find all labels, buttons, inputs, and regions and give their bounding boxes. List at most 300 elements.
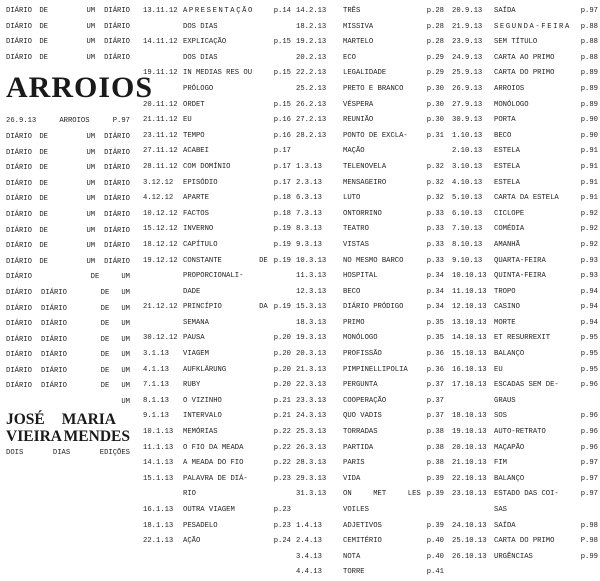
toc-entry [296,487,444,503]
toc-date: 14.1.13 [143,459,174,468]
toc-date: 4.4.13 [296,568,322,577]
diary-word: DE [39,38,48,47]
toc-title: NO MESMO BARCO [343,256,404,265]
toc-date: 15.1.13 [143,474,174,483]
toc-date: 3.12.12 [143,178,174,187]
toc-page: p.29 [426,53,444,62]
diary-word: UM [121,351,130,360]
toc-entry [296,222,444,238]
toc-page: p.28 [426,38,444,47]
diary-word: DIÁRIO [104,148,130,157]
toc-page: p.92 [580,225,598,234]
toc-title: LUTO [343,194,361,203]
toc-title: PRIMO [343,318,365,327]
toc-column-2 [296,4,444,581]
toc-entry [143,503,291,519]
toc-date: 3.10.13 [452,162,483,171]
toc-entry [143,456,291,472]
toc-entry [143,20,291,36]
diary-word: UM [121,382,130,391]
diary-word: DE [39,210,48,219]
toc-title: RUBY [183,381,201,390]
toc-page: p.89 [580,69,598,78]
toc-page: p.20 [273,350,291,359]
toc-entry [452,300,598,316]
toc-title: ESCADAS SEM DE- [494,381,559,390]
toc-page: p.16 [273,131,291,140]
diary-word: UM [86,195,96,204]
toc-page: p.15 [273,100,291,109]
toc-date: 1.10.13 [452,131,483,140]
author-first-names: JOSÉ MARIA [6,410,116,428]
toc-page: p.99 [580,552,598,561]
toc-page: p.20 [273,334,291,343]
toc-entry [143,35,291,51]
toc-date: 23.9.13 [452,38,483,47]
toc-page: p.37 [426,381,444,390]
toc-title: MONÓLOGO [494,100,529,109]
toc-date: 22.2.13 [296,69,327,78]
toc-title: NOTA [343,552,361,561]
toc-title: FIM [494,459,507,468]
diary-row [6,317,130,333]
toc-date: 11.1.13 [143,443,174,452]
toc-date: 28.3.13 [296,459,327,468]
toc-date [452,394,494,410]
toc-date: 15.3.13 [296,303,327,312]
toc-title: CARTA DO PRIMO [494,69,555,78]
diary-word: UM [121,366,130,375]
toc-page: p.22 [273,428,291,437]
toc-date: 24.9.13 [452,53,483,62]
toc-page: p.88 [580,53,598,62]
toc-date: 29.3.13 [296,474,327,483]
toc-entry [296,254,444,270]
toc-page: p.23 [273,474,291,483]
toc-date: 26.9.13 [452,84,483,93]
toc-title: MARTELO [343,38,374,47]
toc-date [143,487,183,503]
toc-date: 25.10.13 [452,537,487,546]
diary-word: DIÁRIO [6,148,32,157]
toc-date: 20.3.13 [296,350,327,359]
toc-title: MAÇÃO [343,147,365,156]
toc-date [143,269,183,285]
entry-title: ARROIOS [59,117,90,126]
toc-page: p.38 [426,459,444,468]
toc-title: MISSIVA [343,22,374,31]
toc-title: MEMÓRIAS [183,428,218,437]
toc-title: MAÇAPÃO [494,443,525,452]
toc-entry [452,503,598,519]
toc-page: p.38 [426,428,444,437]
diary-word: DIÁRIO [6,351,32,360]
toc-date: 4.10.13 [452,178,483,187]
toc-entry [452,550,598,566]
toc-entry [452,331,598,347]
toc-page: p.34 [426,303,444,312]
toc-title: COMÉDIA [494,225,525,234]
toc-date: 26.10.13 [452,552,487,561]
toc-entry [296,300,444,316]
diary-word: UM [86,7,96,15]
toc-entry [296,113,444,129]
toc-page: p.16 [273,116,291,125]
toc-entry [452,238,598,254]
toc-entry [452,207,598,223]
toc-date: 4.1.13 [143,365,169,374]
toc-date: 8.1.13 [143,396,169,405]
toc-title: SAS [494,506,507,514]
toc-date: 27.2.13 [296,116,327,125]
toc-page: p.30 [426,84,444,93]
diary-row [6,348,130,364]
toc-entry [143,534,291,550]
diary-word: DIÁRIO [104,38,130,47]
toc-date: 19.2.13 [296,38,327,47]
toc-date: 19.11.12 [143,69,178,78]
toc-title: SEM TÍTULO [494,38,538,47]
toc-title: AMANHÃ [494,240,520,249]
toc-page: p.34 [426,272,444,281]
diary-word: UM [86,242,96,251]
toc-entry [143,160,291,176]
toc-date: 24.10.13 [452,521,487,530]
toc-date: 15.10.13 [452,350,487,359]
diary-word: DIÁRIO [6,257,32,266]
toc-page: p.23 [273,506,291,514]
toc-title: PERGUNTA [343,381,378,390]
toc-title: ONTORRINO [343,209,382,218]
toc-entry [296,51,444,67]
toc-date [143,20,183,36]
toc-entry [452,363,598,379]
diary-row [6,35,130,51]
toc-title: APRESENTAÇÃO [183,7,254,15]
toc-date: 26.2.13 [296,100,327,109]
toc-page: p.97 [580,490,598,499]
toc-entry [452,113,598,129]
toc-date: 15.12.12 [143,225,178,234]
toc-page: p.35 [426,334,444,343]
diary-row [6,51,130,67]
diary-word: DIÁRIO [104,132,130,141]
toc-title: OUTRA VIAGEM [183,506,235,514]
toc-page: p.31 [426,131,444,140]
toc-entry [452,394,598,410]
toc-entry [296,285,444,301]
toc-page: p.38 [426,443,444,452]
toc-column-3 [452,4,598,565]
toc-date: 20.2.13 [296,53,327,62]
toc-entry [452,441,598,457]
diary-word: DIÁRIO [104,164,130,173]
toc-entry [143,113,291,129]
toc-title: ORDET [183,100,205,109]
toc-title: ACABEI [183,147,209,156]
toc-date: 8.3.13 [296,225,322,234]
toc-title: BECO [343,287,361,296]
diary-row [6,4,130,20]
toc-date [143,285,183,301]
diary-word: DE [39,257,48,266]
toc-entry [143,129,291,145]
diary-word: DE [100,382,110,391]
toc-page: p.91 [580,194,598,203]
toc-title: EPISÓDIO [183,178,218,187]
toc-page: p.97 [580,459,598,468]
toc-title: MENSAGEIRO [343,178,387,187]
toc-title: MONÓLOGO [343,334,378,343]
diary-word: DIÁRIO [6,288,32,297]
diary-word: UM [86,38,96,47]
toc-title: SOS [494,412,507,421]
toc-date: 19.3.13 [296,334,327,343]
toc-date: 9.3.13 [296,240,322,249]
toc-page: p.18 [273,194,291,203]
toc-page: p.37 [426,396,444,405]
toc-title: VIDA [343,474,361,483]
diary-word: DIÁRIO [6,226,32,235]
toc-entry [296,456,444,472]
toc-page: p.40 [426,552,444,561]
toc-entry [296,347,444,363]
toc-entry [296,472,444,488]
toc-page: p.21 [273,396,291,405]
toc-entry [143,254,291,270]
toc-page: p.90 [580,116,598,125]
toc-entry [452,82,598,98]
toc-entry [296,363,444,379]
toc-page: p.19 [273,225,291,234]
diary-row [6,239,130,255]
diary-word: UM [86,257,96,266]
diary-row [6,20,130,36]
toc-page: p.89 [580,84,598,93]
toc-entry [452,409,598,425]
toc-page: p.20 [273,381,291,390]
toc-title: SAÍDA [494,7,516,15]
toc-date: 3.4.13 [296,552,322,561]
toc-title: CARTA DA ESTELA [494,194,559,203]
toc-page: p.96 [580,428,598,437]
toc-page: p.91 [580,162,598,171]
diary-word: DE [39,226,48,235]
toc-date [296,503,343,519]
toc-page: p.28 [426,7,444,15]
highlighted-entry [6,114,130,130]
toc-title: TELENOVELA [343,162,387,171]
toc-entry [143,441,291,457]
toc-date: 26.3.13 [296,443,327,452]
toc-date: 21.9.13 [452,22,483,31]
toc-date: 31.3.13 [296,490,327,499]
book-title: ARROIOS [6,71,154,105]
diary-word: UM [121,288,130,297]
diary-word: DIÁRIO [41,382,67,391]
toc-date: 8.10.13 [452,240,483,249]
toc-date: 23.3.13 [296,396,327,405]
toc-title: ARROIOS [494,84,525,93]
toc-entry [296,519,444,535]
toc-title: ET RESURREXIT [494,334,551,343]
toc-date: 1.4.13 [296,521,322,530]
diary-pattern-bottom [6,286,130,395]
diary-word: DIÁRIO [6,335,32,344]
toc-date: 18.12.12 [143,240,178,249]
toc-entry [143,269,291,285]
toc-title: ESTELA [494,162,520,171]
toc-entry [452,487,598,503]
toc-page: p.39 [426,490,444,499]
toc-date: 14.2.13 [296,7,327,15]
diary-word: DIÁRIO [6,164,32,173]
toc-page: p.93 [580,256,598,265]
toc-title: COM DOMÍNIO [183,162,231,171]
toc-entry [452,35,598,51]
toc-entry [296,316,444,332]
toc-entry [143,222,291,238]
toc-entry [143,316,291,332]
toc-title: VIAGEM [183,350,209,359]
toc-entry [296,207,444,223]
toc-date: 25.3.13 [296,428,327,437]
toc-entry [296,98,444,114]
toc-title: SEGUNDA-FEIRA [494,22,571,31]
toc-entry [296,409,444,425]
toc-date: 9.1.13 [143,412,169,421]
toc-page: p.94 [580,303,598,312]
toc-title: TEMPO [183,131,205,140]
toc-page: p.35 [426,318,444,327]
toc-date: 28.2.13 [296,131,327,140]
diary-word: DE [100,335,110,344]
toc-date: 2.4.13 [296,537,322,546]
diary-word: DE [39,132,48,141]
toc-column-1 [143,4,291,550]
toc-title: O VIZINHO [183,396,222,405]
diary-word: DE [39,7,48,15]
diary-word: UM [121,335,130,344]
toc-page: p.15 [273,38,291,47]
toc-title: APARTE [183,194,209,203]
toc-title: PARTIDA [343,443,374,452]
toc-page: p.39 [426,521,444,530]
toc-entry [296,534,444,550]
diary-word: DIÁRIO [104,53,130,62]
toc-entry [143,82,291,98]
diary-word: DE [100,288,110,297]
toc-entry [452,191,598,207]
diary-word: DE [100,351,110,360]
toc-entry [296,565,444,581]
entry-page: P.97 [112,117,130,126]
toc-title: CARTA DO PRIMO [494,537,555,546]
toc-date: 10.10.13 [452,272,487,281]
toc-entry [143,409,291,425]
toc-entry [296,503,444,519]
toc-page: p.24 [273,537,291,546]
toc-date: 23.10.13 [452,490,487,499]
toc-entry [143,4,291,20]
toc-entry [143,144,291,160]
diary-word: DIÁRIO [6,22,32,31]
toc-title: PROFISSÃO [343,350,382,359]
toc-date: 27.11.12 [143,147,178,156]
toc-date: 28.11.12 [143,162,178,171]
diary-word: DIÁRIO [6,38,32,47]
toc-entry [296,425,444,441]
publisher: DOIS DIAS EDIÇÕES [6,448,130,457]
toc-entry [143,191,291,207]
diary-word: DIÁRIO [41,320,67,329]
toc-date: 3.1.13 [143,350,169,359]
toc-title: BECO [494,131,512,140]
toc-date: 7.10.13 [452,225,483,234]
diary-word: DE [39,22,48,31]
toc-page: p.92 [580,209,598,218]
toc-page: p.22 [273,443,291,452]
diary-word: DE [39,179,48,188]
diary-word: DIÁRIO [41,366,67,375]
toc-title: PRINCÍPIO DA [183,303,268,312]
toc-date: 18.1.13 [143,521,174,530]
toc-title: PESADELO [183,521,218,530]
toc-page: p.37 [426,412,444,421]
toc-page: p.36 [426,365,444,374]
toc-page: p.96 [580,381,598,390]
toc-page: p.29 [426,69,444,78]
toc-date: 25.9.13 [452,69,483,78]
toc-page: p.40 [426,537,444,546]
diary-word: DIÁRIO [41,288,67,297]
toc-date: 21.11.12 [143,116,178,125]
toc-title: FACTOS [183,209,209,218]
toc-title: A MEADA DO FIO [183,459,244,468]
toc-page: p.28 [426,22,444,31]
toc-page: p.94 [580,287,598,296]
toc-page: p.91 [580,178,598,187]
toc-date: 21.3.13 [296,365,327,374]
toc-title: PROPORCIONALI- [183,272,244,281]
toc-entry [143,472,291,488]
toc-title: CEMITÉRIO [343,537,382,546]
toc-title: BALANÇO [494,474,525,483]
toc-title: CARTA AO PRIMO [494,53,555,62]
diary-row [6,130,130,146]
diary-row [6,333,130,349]
toc-title: PRETO E BRANCO [343,84,404,93]
toc-date: 11.10.13 [452,287,487,296]
toc-page: p.33 [426,240,444,249]
toc-title: ECO [343,53,356,62]
toc-entry [452,20,598,36]
toc-title: TORRE [343,568,365,577]
diary-word: DIÁRIO [6,179,32,188]
toc-entry [143,363,291,379]
toc-title: ON MET LES [343,490,421,499]
toc-entry [143,378,291,394]
diary-row [6,146,130,162]
toc-page: p.41 [426,568,444,577]
toc-date: 22.10.13 [452,474,487,483]
diary-word: DIÁRIO [104,22,130,31]
toc-page: p.33 [426,256,444,265]
diary-word: DIÁRIO [6,195,32,204]
toc-page: p.17 [273,162,291,171]
diary-word: DE [39,148,48,157]
toc-entry [143,487,291,503]
